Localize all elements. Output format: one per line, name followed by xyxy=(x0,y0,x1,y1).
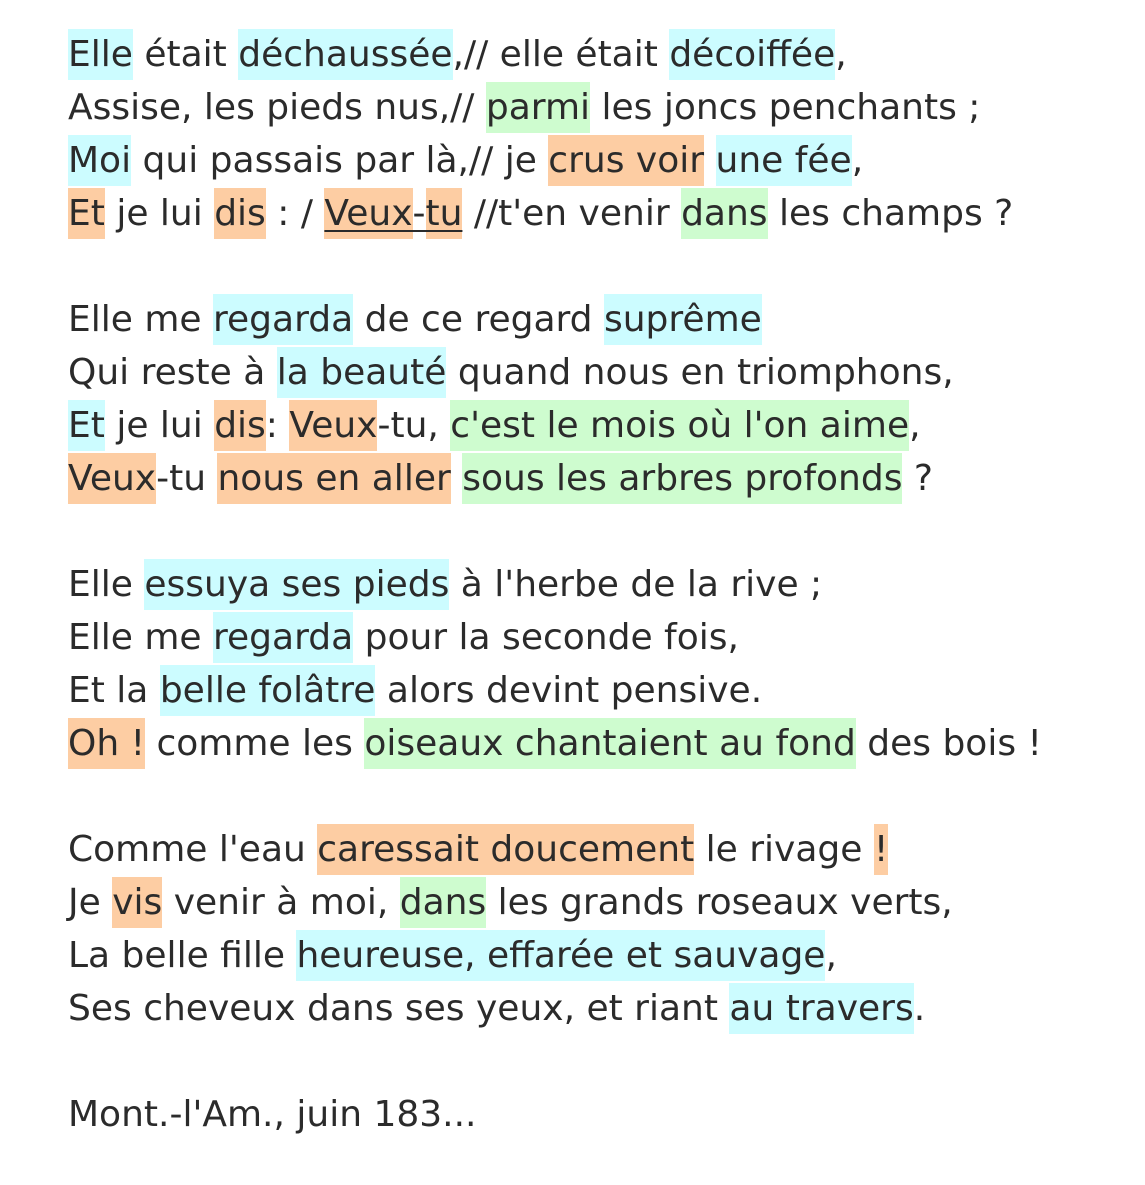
stanza xyxy=(68,293,1042,505)
text-segment: Qui reste à xyxy=(68,352,277,393)
text-segment: les champs ? xyxy=(767,193,1014,234)
text-segment: //t'en venir xyxy=(462,193,682,234)
text-segment: ,// elle était xyxy=(452,34,670,75)
text-segment xyxy=(704,135,715,186)
text-segment: - xyxy=(412,193,426,234)
highlighted-green-segment: parmi xyxy=(486,82,590,133)
text-segment: le rivage xyxy=(694,829,874,870)
highlighted-orange-segment: tu xyxy=(426,188,463,239)
text-segment: de ce regard xyxy=(353,299,604,340)
verse-line xyxy=(68,399,1042,452)
highlighted-orange-segment: Et xyxy=(68,188,105,239)
verse-line xyxy=(68,293,1042,346)
verse-line xyxy=(68,558,1042,611)
text-segment: alors devint pensive. xyxy=(375,670,763,711)
text-segment: , xyxy=(835,34,847,75)
text-segment: pour la seconde fois, xyxy=(353,617,739,658)
text-segment: : xyxy=(265,405,290,446)
verse-line xyxy=(68,876,1042,929)
verse-line xyxy=(68,28,1042,81)
text-segment: quand nous en triomphons, xyxy=(446,352,954,393)
verse-line xyxy=(68,611,1042,664)
verse-line xyxy=(68,823,1042,876)
highlighted-green-segment: sous les arbres profonds xyxy=(462,453,902,504)
text-segment: les joncs penchants ; xyxy=(590,87,981,128)
highlighted-blue-segment: Elle xyxy=(68,29,133,80)
highlighted-blue-segment: belle folâtre xyxy=(160,665,376,716)
text-segment: , xyxy=(909,405,921,446)
stanza xyxy=(68,823,1042,1035)
text-segment: comme les xyxy=(145,723,365,764)
verse-line xyxy=(68,81,1042,134)
highlighted-blue-segment: regarda xyxy=(213,294,353,345)
stanza xyxy=(68,558,1042,770)
verse-line xyxy=(68,134,1042,187)
highlighted-orange-segment: Veux xyxy=(324,188,412,239)
highlighted-blue-segment: décoiffée xyxy=(669,29,835,80)
text-segment: Elle me xyxy=(68,617,214,658)
text-segment: était xyxy=(132,34,239,75)
text-segment: Elle me xyxy=(68,299,214,340)
poem xyxy=(68,28,1042,1141)
text-segment: -tu xyxy=(156,458,218,499)
text-segment: , xyxy=(851,140,864,181)
text-segment: Elle xyxy=(68,564,145,605)
highlighted-blue-segment: une fée xyxy=(716,135,852,186)
highlighted-blue-segment: Moi xyxy=(68,135,131,186)
text-segment: à l'herbe de la rive ; xyxy=(449,564,823,605)
verse-line xyxy=(68,346,1042,399)
highlighted-blue-segment: Et xyxy=(68,400,105,451)
highlighted-green-segment: dans xyxy=(681,188,767,239)
text-segment: Comme l'eau xyxy=(68,829,318,870)
verse-line xyxy=(68,982,1042,1035)
text-segment: venir à moi, xyxy=(162,882,400,923)
highlighted-orange-segment: vis xyxy=(112,877,162,928)
highlighted-blue-segment: déchaussée xyxy=(238,29,452,80)
verse-line xyxy=(68,452,1042,505)
highlighted-blue-segment: heureuse, effarée et sauvage xyxy=(296,930,825,981)
highlighted-blue-segment: au travers xyxy=(729,983,913,1034)
text-segment: je lui xyxy=(104,405,215,446)
text-segment: Je xyxy=(68,882,113,923)
highlighted-orange-segment: Veux xyxy=(289,400,377,451)
text-segment: La belle fille xyxy=(68,935,297,976)
highlighted-orange-segment: dis xyxy=(214,400,266,451)
text-segment xyxy=(451,453,462,504)
text-segment: -tu, xyxy=(377,405,451,446)
stanza xyxy=(68,28,1042,240)
text-segment: je lui xyxy=(104,193,215,234)
verse-line xyxy=(68,664,1042,717)
poem-stanzas xyxy=(68,28,1042,1035)
highlighted-blue-segment: la beauté xyxy=(277,347,447,398)
text-segment: . xyxy=(913,988,926,1029)
highlighted-blue-segment: essuya ses pieds xyxy=(144,559,449,610)
highlighted-green-segment: dans xyxy=(400,877,486,928)
verse-line xyxy=(68,717,1042,770)
highlighted-orange-segment: crus voir xyxy=(548,135,704,186)
text-segment: les grands roseaux verts, xyxy=(486,882,953,923)
text-segment: : / xyxy=(265,193,325,234)
text-segment: Assise, les pieds nus,// xyxy=(68,87,486,128)
text-segment: Ses cheveux dans ses yeux, et riant xyxy=(68,988,730,1029)
text-segment: des bois ! xyxy=(855,723,1042,764)
text-segment: , xyxy=(825,935,837,976)
highlighted-blue-segment: suprême xyxy=(604,294,762,345)
highlighted-orange-segment: Veux xyxy=(68,453,156,504)
poem-signature: Mont.-l'Am., juin 183... xyxy=(68,1094,477,1135)
highlighted-orange-segment: ! xyxy=(874,824,888,875)
verse-line xyxy=(68,187,1042,240)
highlighted-green-segment: oiseaux chantaient au fond xyxy=(364,718,855,769)
highlighted-blue-segment: regarda xyxy=(213,612,353,663)
text-segment: ? xyxy=(902,458,934,499)
highlighted-green-segment: c'est le mois où l'on aime xyxy=(450,400,909,451)
text-segment: Et la xyxy=(68,670,160,711)
highlighted-orange-segment: Oh ! xyxy=(68,718,145,769)
highlighted-orange-segment: nous en aller xyxy=(217,453,450,504)
text-segment: qui passais par là,// je xyxy=(131,140,549,181)
highlighted-orange-segment: dis xyxy=(214,188,266,239)
highlighted-orange-segment: caressait doucement xyxy=(317,824,694,875)
verse-line xyxy=(68,929,1042,982)
